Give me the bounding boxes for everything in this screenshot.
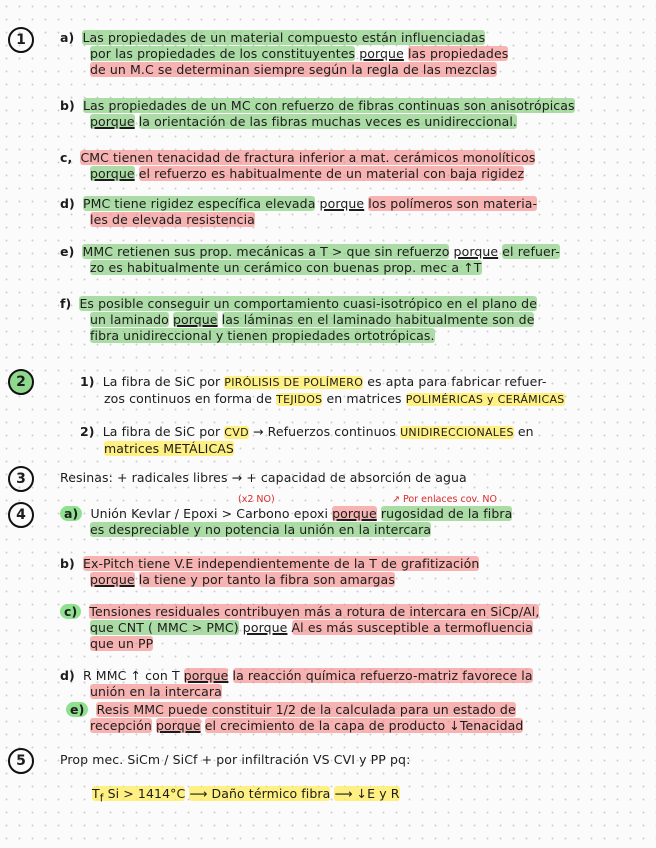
reason-text: que un PP [90,636,154,651]
statement-text: Ex-Pitch tiene V.E independientemente de la T de grafitización [82,556,480,571]
reason-text: las láminas en el laminado habitualmente son de [221,312,535,327]
statement-text: por las propiedades de los constituyentes [90,46,356,61]
reason-text: el crecimiento de la capa de producto ↓Tenacidad [204,718,524,733]
reason-text: la reacción química refuerzo-matriz favorece la [232,668,533,683]
statement-text: La fibra de SiC por [102,374,221,389]
q2-item-2 [80,424,534,457]
matrix-keyword: POLIMÉRICAS y CERÁMICAS [405,393,565,406]
porque-keyword: porque [319,196,365,211]
q1-item-b [60,98,575,130]
item-label: b) [60,98,75,113]
item-label: d) [60,196,75,211]
porque-keyword: porque [242,620,288,635]
item-label: 2) [80,424,95,439]
statement-text: CMC tienen tenacidad de fractura inferior a mat. cerámicos monolíticos [80,150,536,165]
statement-text: un laminado [90,312,169,327]
item-label: c, [60,150,73,165]
q3-answer [60,470,467,486]
question-number-2: 2 [8,369,34,395]
question-number-1: 1 [8,27,34,53]
item-label: b) [60,556,75,571]
matrix-keyword: matrices METÁLICAS [104,441,234,456]
porque-keyword: porque [172,312,218,327]
statement-text: PMC tiene rigidez específica elevada [82,196,316,211]
item-label: e) [60,244,75,259]
q4-item-c [60,604,539,652]
item-label: a) [60,506,82,521]
statement-text: Las propiedades de un MC con refuerzo de fibras continuas son anisotrópicas [82,98,575,113]
q2-item-1 [80,374,565,408]
porque-keyword: porque [332,506,377,521]
statement-text: recepción [90,718,152,733]
porque-keyword: porque [90,572,135,587]
statement-text: Resinas: + radicales libres → + capacidad de absorción de agua [60,470,467,485]
reason-text: les de elevada resistencia [90,212,255,227]
statement-text: Tensiones residuales contribuyen más a rotura de intercara en SiCp/Al, [89,604,540,619]
reason-text: fibra unidireccional y tienen propiedades ortotrópicas. [90,328,435,343]
q1-item-f [60,296,537,344]
statement-text: MMC retienen sus prop. mecánicas a T > que sin refuerzo [82,244,450,259]
form-keyword: TEJIDOS [276,393,323,406]
statement-text: que CNT ( MMC > PMC) [90,620,239,635]
q4-item-a [60,506,512,538]
result-text: ⟶ ↓E y R [334,786,400,801]
temperature-subscript: f [99,792,104,805]
item-label: 1) [80,374,95,389]
item-label: d) [60,668,75,683]
reason-text: de un M.C se determinan siempre según la regla de las mezclas [90,62,497,77]
method-keyword: CVD [224,426,249,439]
reason-text: zo es habitualmente un cerámico con buenas prop. mec a ↑T [90,260,482,275]
statement-text: Resis MMC puede constituir 1/2 de la calculada para un estado de [96,702,516,717]
reason-text: el refuerzo es habitualmente de un material con baja rigidez [138,166,525,181]
reason-text: la tiene y por tanto la fibra son amargas [138,572,395,587]
annotation-x2-no: (x2 NO) [238,494,275,505]
statement-text: R MMC ↑ con T [82,668,180,683]
temperature-symbol: T [92,786,100,801]
q5-answer [60,752,410,768]
statement-text: La fibra de SiC por [102,424,221,439]
porque-keyword: porque [90,114,135,129]
consequence-text: ⟶ Daño térmico fibra [189,786,331,801]
statement-text: en matrices [326,391,402,406]
reason-text: rugosidad de la fibra [380,506,513,521]
statement-text: Es posible conseguir un comportamiento cuasi-isotrópico en el plano de [79,296,537,311]
reason-text: la orientación de las fibras muchas veces es unidireccional. [138,114,517,129]
q1-item-d [60,196,537,228]
temperature-value: Si > 1414°C [107,786,186,801]
reason-text: es despreciable y no potencia la unión en la intercara [90,522,432,537]
question-number-5: 5 [8,748,34,774]
reason-text: los polímeros son materia- [368,196,538,211]
reason-text: las propiedades [407,46,509,61]
temperature-condition [92,786,186,805]
question-number-3: 3 [8,466,34,492]
form-keyword: UNIDIRECCIONALES [400,426,514,439]
statement-text: Prop mec. SiCm / SiCf + por infiltración VS CVI y PP pq: [60,752,411,767]
statement-text: zos continuos en forma de [104,391,272,406]
reason-text: unión en la intercara [90,684,222,699]
porque-keyword: porque [359,46,404,61]
porque-keyword: porque [453,244,499,259]
q4-item-d [60,668,533,700]
method-keyword: PIRÓLISIS DE POLÍMERO [224,376,364,389]
q1-item-a [60,30,508,78]
item-label: e) [66,702,88,717]
porque-keyword: porque [183,668,229,683]
q1-item-c [60,150,535,182]
question-number-4: 4 [8,502,34,528]
statement-text: → Refuerzos continuos [252,424,396,439]
reason-text: Al es más susceptible a termofluencia [291,620,533,635]
item-label: a) [60,30,75,45]
q4-item-b [60,556,479,588]
q5-conclusion [92,786,400,807]
statement-text: Unión Kevlar / Epoxi > Carbono epoxi [90,506,329,521]
statement-text: es apta para fabricar refuer- [367,374,547,389]
item-label: c) [60,604,81,619]
statement-text: en [517,424,534,439]
porque-keyword: porque [90,166,135,181]
q4-item-e [66,702,523,734]
statement-text: Las propiedades de un material compuesto están influenciadas [82,30,486,45]
q1-item-e [60,244,560,276]
porque-keyword: porque [155,718,201,733]
reason-text: el refuer- [502,244,560,259]
item-label: f) [60,296,72,311]
annotation-enlaces-cov: ↗ Por enlaces cov. NO [392,494,498,505]
